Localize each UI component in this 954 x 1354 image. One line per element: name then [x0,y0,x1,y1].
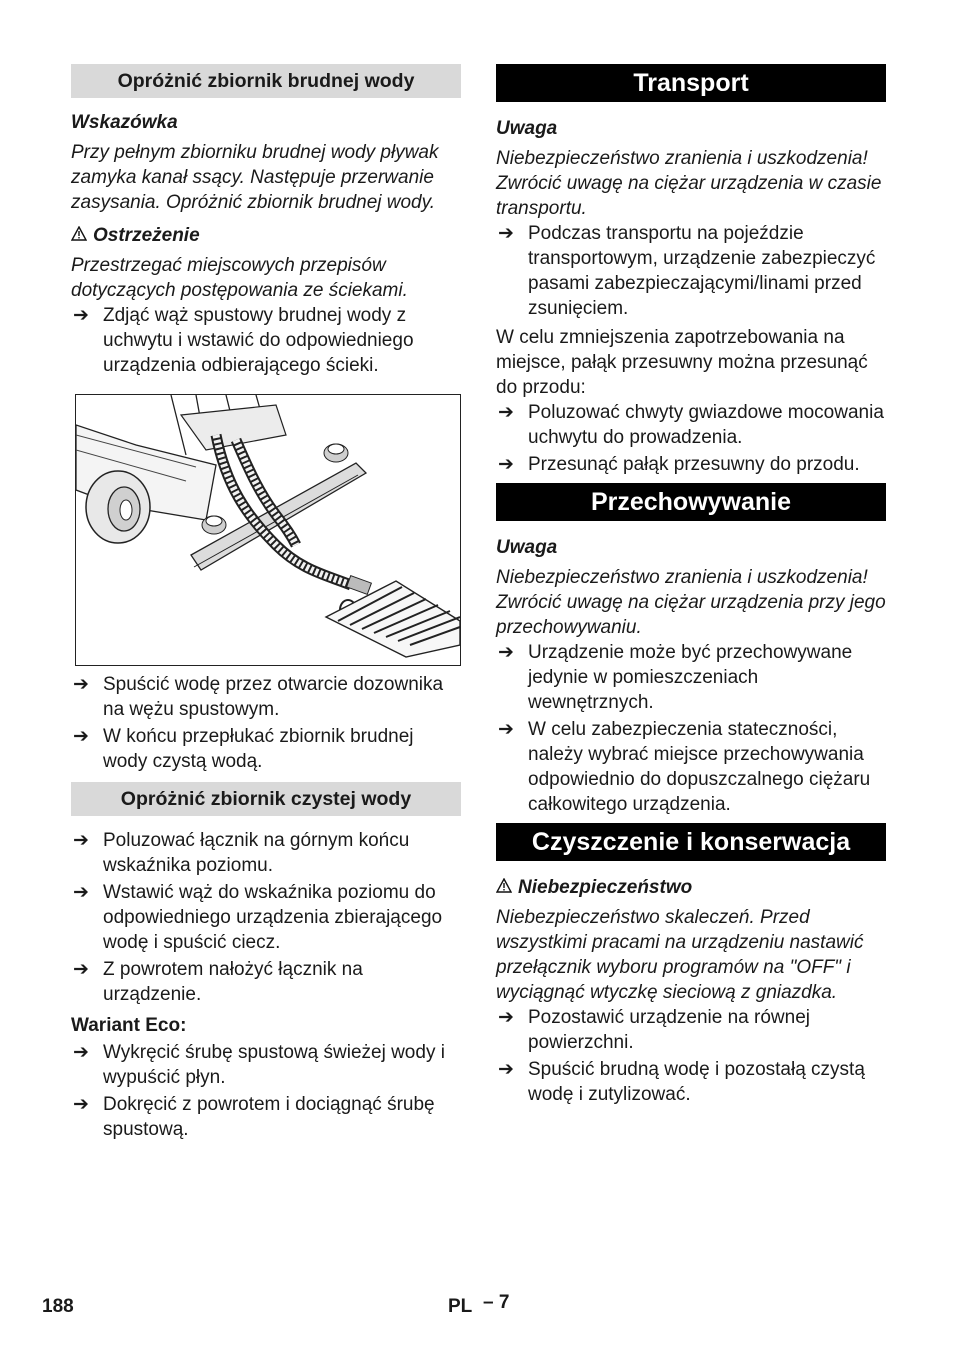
arrow-right-icon: ➔ [73,1042,89,1063]
section-heading-empty-clean-water: Opróżnić zbiornik czystej wody [71,782,461,816]
note-text: Przy pełnym zbiorniku brudnej wody pływak zamyka kanał ssący. Następuje przerwanie zasysania. Opróżnić zbiornik brudnej wody. [71,142,439,213]
warning-text: Przestrzegać miejscowych przepisów dotyczących postępowania ze ściekami. [71,255,408,301]
steps-list-variant [71,1040,461,1142]
list-item: ➔ Dokręcić z powrotem i dociągnąć śrubę spustową. [73,1094,435,1140]
section-heading-cleaning: Czyszczenie i konserwacja [496,823,886,861]
danger-text: Niebezpieczeństwo skaleczeń. Przed wszystkimi pracami na urządzeniu nastawić przełącznik wyboru programów na "OFF" i wyciągnąć wtyczkę sieciową z gniazdka. [496,907,864,1003]
list-item: ➔ W końcu przepłukać zbiornik brudnej wody czystą wodą. [73,726,414,772]
list-item: ➔ Spuścić wodę przez otwarcie dozownika na wężu spustowym. [73,674,444,720]
list-item: ➔ Poluzować łącznik na górnym końcu wskaźnika poziomu. [73,830,410,876]
arrow-right-icon: ➔ [498,454,514,475]
steps-list-transport-2 [496,400,886,477]
section-heading-empty-dirty-water: Opróżnić zbiornik brudnej wody [71,64,461,98]
drain-hose-illustration [75,394,461,666]
list-item: ➔ Wstawić wąż do wskaźnika poziomu do odpowiedniego urządzenia zbierającego wodę i spuścić ciecz. [73,882,443,953]
language-code: PL [448,1296,473,1317]
warning-label: Ostrzeżenie [93,225,200,246]
list-item: ➔ Poluzować chwyty gwiazdowe mocowania uchwytu do prowadzenia. [498,402,884,448]
left-column [71,62,461,1146]
arrow-right-icon: ➔ [498,223,514,244]
arrow-right-icon: ➔ [498,719,514,740]
list-item: ➔ Wykręcić śrubę spustową świeżej wody i wypuścić płyn. [73,1042,445,1088]
list-item: ➔ Spuścić brudną wodę i pozostałą czystą wodę i zutylizować. [498,1059,865,1105]
steps-list-clean-water [71,828,461,1007]
arrow-right-icon: ➔ [73,726,89,747]
arrow-right-icon: ➔ [498,642,514,663]
steps-list-cleaning [496,1005,886,1107]
note-label: Wskazówka [71,112,178,133]
steps-list-storage [496,640,886,817]
list-item: ➔ Zdjąć wąż spustowy brudnej wody z uchwytu i wstawić do odpowiedniego urządzenia odbierającego ścieki. [73,305,414,376]
list-item: ➔ Urządzenie może być przechowywane jedynie w pomieszczeniach wewnętrznych. [498,642,853,713]
list-item: ➔ Z powrotem nałożyć łącznik na urządzenie. [73,959,363,1005]
list-item: ➔ Pozostawić urządzenie na równej powierzchni. [498,1007,810,1053]
list-item: ➔ W celu zabezpieczenia stateczności, należy wybrać miejsce przechowywania odpowiednio do dopuszczalnego ciężaru całkowitego urządzenia. [498,719,871,815]
arrow-right-icon: ➔ [73,830,89,851]
warning-label-row [71,223,461,248]
caution-label: Uwaga [496,537,558,558]
steps-list-transport [496,221,886,321]
caution-text: Niebezpieczeństwo zranienia i uszkodzenia! Zwrócić uwagę na ciężar urządzenia w czasie transportu. [496,148,882,219]
right-column [496,62,886,1111]
danger-label: Niebezpieczeństwo [518,877,693,898]
sub-page-number: – 7 [483,1292,510,1313]
variant-label: Wariant Eco: [71,1015,187,1036]
warning-triangle-icon [496,875,518,900]
section-heading-transport: Transport [496,64,886,102]
arrow-right-icon: ➔ [73,959,89,980]
steps-list-after-figure [71,672,461,774]
arrow-right-icon: ➔ [498,402,514,423]
section-heading-storage: Przechowywanie [496,483,886,521]
transport-text: W celu zmniejszenia zapotrzebowania na miejsce, pałąk przesuwny można przesunąć do przodu: [496,327,868,398]
caution-label: Uwaga [496,118,558,139]
warning-triangle-icon [71,223,93,248]
list-item: ➔ Podczas transportu na pojeździe transportowym, urządzenie zabezpieczyć pasami zabezpieczającymi/linami przed zsunięciem. [498,223,876,319]
steps-list-before-figure [71,303,461,378]
page-number: 188 [42,1296,74,1317]
list-item: ➔ Przesunąć pałąk przesuwny do przodu. [498,454,860,475]
danger-label-row [496,875,886,900]
arrow-right-icon: ➔ [73,1094,89,1115]
caution-text: Niebezpieczeństwo zranienia i uszkodzenia! Zwrócić uwagę na ciężar urządzenia przy jego przechowywaniu. [496,567,886,638]
arrow-right-icon: ➔ [73,882,89,903]
arrow-right-icon: ➔ [498,1059,514,1080]
arrow-right-icon: ➔ [73,674,89,695]
arrow-right-icon: ➔ [498,1007,514,1028]
arrow-right-icon: ➔ [73,305,89,326]
